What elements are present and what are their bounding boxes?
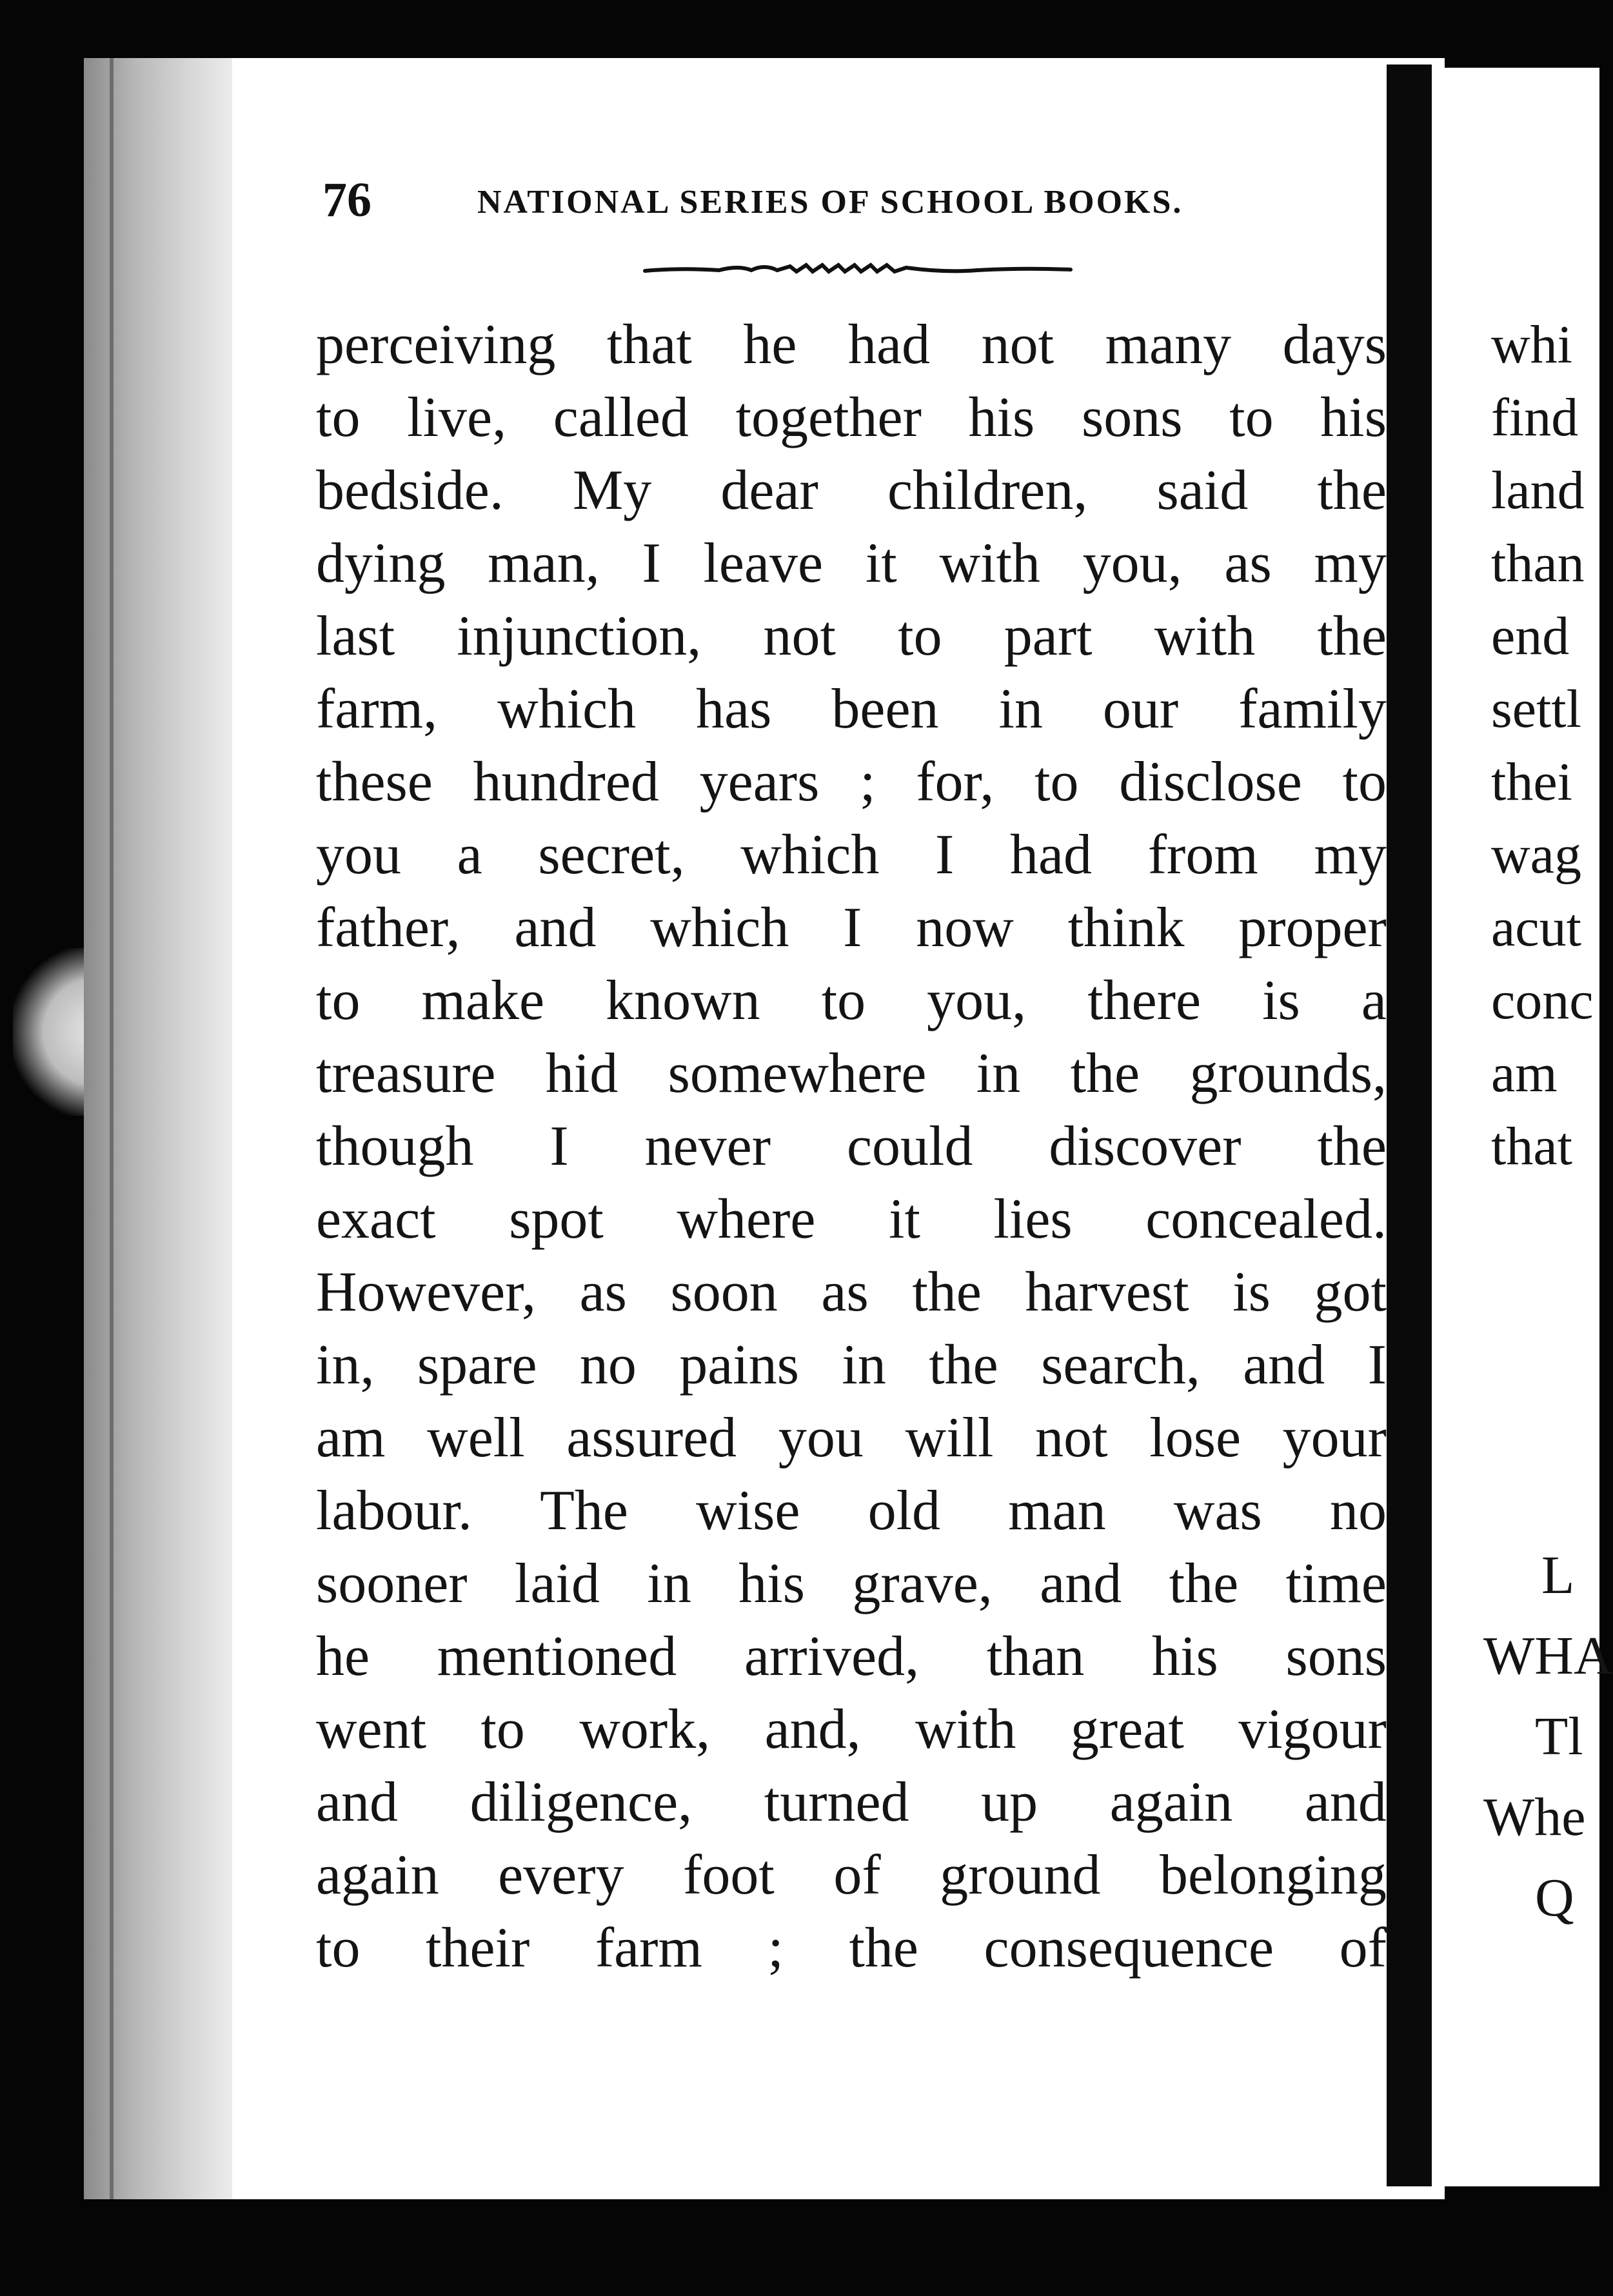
word: injunction, [457, 605, 702, 668]
word: hid [545, 1042, 618, 1105]
page-edge [84, 58, 232, 2199]
word: and [514, 896, 597, 959]
word: old [867, 1480, 941, 1542]
text-line [316, 1839, 1387, 1912]
word: The [540, 1480, 628, 1542]
word: sons [1285, 1625, 1387, 1688]
text-line [316, 600, 1387, 673]
facing-page-line: find [1491, 388, 1579, 448]
word: has [696, 678, 772, 740]
word: vigour [1238, 1698, 1387, 1761]
text-line [316, 1037, 1387, 1110]
word: ; [767, 1917, 784, 1979]
word: I [1367, 1334, 1387, 1396]
word: ; [860, 751, 876, 813]
text-line [316, 1912, 1387, 1984]
word: it [889, 1188, 920, 1251]
book-gutter [1387, 64, 1432, 2186]
word: again [1109, 1771, 1233, 1834]
facing-page-line: conc [1491, 971, 1594, 1031]
word: diligence, [470, 1771, 693, 1834]
text-line [316, 308, 1387, 381]
facing-page-line: that [1491, 1116, 1572, 1176]
word: to [821, 969, 866, 1032]
word: though [316, 1115, 474, 1178]
word: to [1229, 386, 1274, 449]
word: to [316, 386, 361, 449]
word: and, [764, 1698, 861, 1761]
word: great [1070, 1698, 1184, 1761]
word: the [912, 1261, 982, 1323]
word: labour. [316, 1480, 472, 1542]
word: family [1238, 678, 1387, 740]
word: last [316, 605, 395, 668]
word: to [1342, 751, 1387, 813]
text-line [316, 1401, 1387, 1474]
word: days [1282, 313, 1387, 376]
word: his [1152, 1625, 1218, 1688]
word: now [916, 896, 1014, 959]
word: I [935, 824, 955, 886]
word: my [1314, 532, 1387, 595]
facing-page-line: Tl [1535, 1707, 1583, 1767]
word: no [579, 1334, 637, 1396]
word: you [778, 1407, 864, 1469]
word: children, [887, 459, 1088, 522]
text-line [316, 746, 1387, 818]
word: which [650, 896, 789, 959]
word: to [316, 969, 361, 1032]
word: wise [696, 1480, 800, 1542]
text-line [316, 527, 1387, 600]
word: not [981, 313, 1054, 376]
word: up [981, 1771, 1038, 1834]
word: somewhere [668, 1042, 927, 1105]
word: which [740, 824, 880, 886]
text-line [316, 891, 1387, 964]
word: many [1105, 313, 1232, 376]
word: foot [683, 1844, 775, 1906]
word: turned [764, 1771, 909, 1834]
word: to [1034, 751, 1079, 813]
word: think [1067, 896, 1185, 959]
text-line [316, 1547, 1387, 1620]
facing-page-line: WHA [1483, 1626, 1613, 1686]
word: there [1087, 969, 1202, 1032]
word: dying [316, 532, 446, 595]
word: concealed. [1145, 1188, 1387, 1251]
running-head [322, 171, 1271, 242]
word: work, [579, 1698, 711, 1761]
facing-page-line: Whe [1483, 1787, 1586, 1847]
word: to [898, 605, 942, 668]
word: known [606, 969, 760, 1032]
word: to [480, 1698, 525, 1761]
word: to [316, 1917, 361, 1979]
word: the [929, 1334, 998, 1396]
word: will [905, 1407, 994, 1469]
word: lose [1149, 1407, 1242, 1469]
word: time [1285, 1552, 1387, 1615]
word: harvest [1025, 1261, 1189, 1323]
word: with [915, 1698, 1016, 1761]
word: the [849, 1917, 918, 1979]
word: pains [679, 1334, 800, 1396]
word: lies [993, 1188, 1073, 1251]
word: which [497, 678, 637, 740]
text-line [316, 454, 1387, 527]
word: of [1339, 1917, 1387, 1979]
word: sooner [316, 1552, 468, 1615]
facing-page-line: whi [1491, 315, 1572, 375]
text-line [316, 1693, 1387, 1766]
word: grave, [852, 1552, 993, 1615]
facing-page-line: wag [1491, 825, 1581, 885]
word: hundred [473, 751, 659, 813]
facing-page-line: L [1541, 1545, 1575, 1605]
word: his [738, 1552, 805, 1615]
word: mentioned [437, 1625, 677, 1688]
word: not [1035, 1407, 1108, 1469]
word: been [831, 678, 939, 740]
word: called [553, 386, 689, 449]
word: the [1317, 459, 1387, 522]
word: for, [916, 751, 995, 813]
facing-page-line: settl [1491, 679, 1581, 739]
word: My [572, 459, 652, 522]
word: perceiving [316, 313, 556, 376]
word: these [316, 751, 433, 813]
word: his [1320, 386, 1387, 449]
word: arrived, [744, 1625, 920, 1688]
word: than [986, 1625, 1085, 1688]
text-line [316, 1110, 1387, 1183]
word: you, [927, 969, 1027, 1032]
word: in [647, 1552, 691, 1615]
word: discover [1049, 1115, 1242, 1178]
word: soon [670, 1261, 778, 1323]
word: where [677, 1188, 816, 1251]
word: well [427, 1407, 525, 1469]
word: with [1154, 605, 1256, 668]
word: of [833, 1844, 881, 1906]
text-line [316, 1620, 1387, 1693]
word: he [743, 313, 797, 376]
word: am [316, 1407, 386, 1469]
word: again [316, 1844, 439, 1906]
word: ground [940, 1844, 1101, 1906]
text-line [316, 964, 1387, 1037]
facing-page-lower-text [1483, 1535, 1613, 1938]
word: dear [720, 459, 818, 522]
word: that [606, 313, 692, 376]
word: spot [509, 1188, 604, 1251]
word: the [1317, 605, 1387, 668]
word: and [1243, 1334, 1325, 1396]
page-number: 76 [322, 173, 371, 227]
word: consequence [984, 1917, 1274, 1979]
word: his [968, 386, 1035, 449]
word: you [316, 824, 401, 886]
facing-page-line: land [1491, 460, 1585, 520]
word: in [998, 678, 1043, 740]
word: no [1329, 1480, 1387, 1542]
word: from [1147, 824, 1258, 886]
word: as [821, 1261, 869, 1323]
word: years [699, 751, 820, 813]
text-line [316, 673, 1387, 746]
word: your [1282, 1407, 1387, 1469]
word: and [1304, 1771, 1387, 1834]
word: and [1040, 1552, 1122, 1615]
word: you, [1082, 532, 1182, 595]
word: could [846, 1115, 973, 1178]
word: in [842, 1334, 886, 1396]
word: I [843, 896, 862, 959]
word: bedside. [316, 459, 504, 522]
word: went [316, 1698, 427, 1761]
text-line [316, 1766, 1387, 1839]
facing-page-line: am [1491, 1044, 1558, 1103]
word: in [976, 1042, 1021, 1105]
facing-page-text [1491, 308, 1594, 1183]
word: live, [407, 386, 507, 449]
facing-page-line: than [1491, 533, 1585, 593]
word: I [549, 1115, 569, 1178]
facing-page-line: Q [1535, 1868, 1574, 1928]
word: treasure [316, 1042, 496, 1105]
word: never [644, 1115, 771, 1178]
facing-page-line: thei [1491, 752, 1572, 812]
word: search, [1041, 1334, 1200, 1396]
word: not [763, 605, 836, 668]
word: had [848, 313, 931, 376]
facing-page-line: end [1491, 606, 1570, 666]
word: secret, [538, 824, 685, 886]
text-line [316, 381, 1387, 454]
word: as [1224, 532, 1272, 595]
word: and [316, 1771, 399, 1834]
word: grounds, [1189, 1042, 1387, 1105]
word: man [1008, 1480, 1106, 1542]
text-line [316, 1183, 1387, 1256]
word: their [426, 1917, 530, 1979]
word: farm [595, 1917, 702, 1979]
word: in, [316, 1334, 375, 1396]
word: our [1102, 678, 1179, 740]
word: with [939, 532, 1040, 595]
word: a [1361, 969, 1387, 1032]
word: the [1169, 1552, 1239, 1615]
word: part [1004, 605, 1093, 668]
word: it [865, 532, 897, 595]
word: belonging [1159, 1844, 1387, 1906]
text-line [316, 818, 1387, 891]
word: together [735, 386, 922, 449]
word: disclose [1119, 751, 1302, 813]
text-line [316, 1256, 1387, 1329]
word: assured [566, 1407, 737, 1469]
word: make [421, 969, 545, 1032]
word: exact [316, 1188, 436, 1251]
word: my [1314, 824, 1387, 886]
text-line [316, 1474, 1387, 1547]
word: sons [1081, 386, 1183, 449]
word: I [642, 532, 661, 595]
word: laid [515, 1552, 600, 1615]
word: he [316, 1625, 370, 1688]
word: However, [316, 1261, 536, 1323]
word: every [498, 1844, 624, 1906]
word: said [1156, 459, 1249, 522]
word: was [1173, 1480, 1262, 1542]
word: the [1070, 1042, 1140, 1105]
word: proper [1238, 896, 1387, 959]
text-line [316, 1329, 1387, 1401]
word: farm, [316, 678, 438, 740]
word: is [1262, 969, 1300, 1032]
word: a [457, 824, 482, 886]
word: as [579, 1261, 627, 1323]
facing-page-line: acut [1491, 898, 1581, 958]
body-text [316, 308, 1387, 1984]
word: father, [316, 896, 460, 959]
word: leave [703, 532, 824, 595]
word: the [1317, 1115, 1387, 1178]
running-title: NATIONAL SERIES OF SCHOOL BOOKS. [477, 184, 1183, 221]
decorative-rule [642, 261, 1074, 281]
word: had [1009, 824, 1093, 886]
word: man, [488, 532, 600, 595]
word: got [1314, 1261, 1387, 1323]
word: spare [417, 1334, 537, 1396]
word: is [1232, 1261, 1271, 1323]
